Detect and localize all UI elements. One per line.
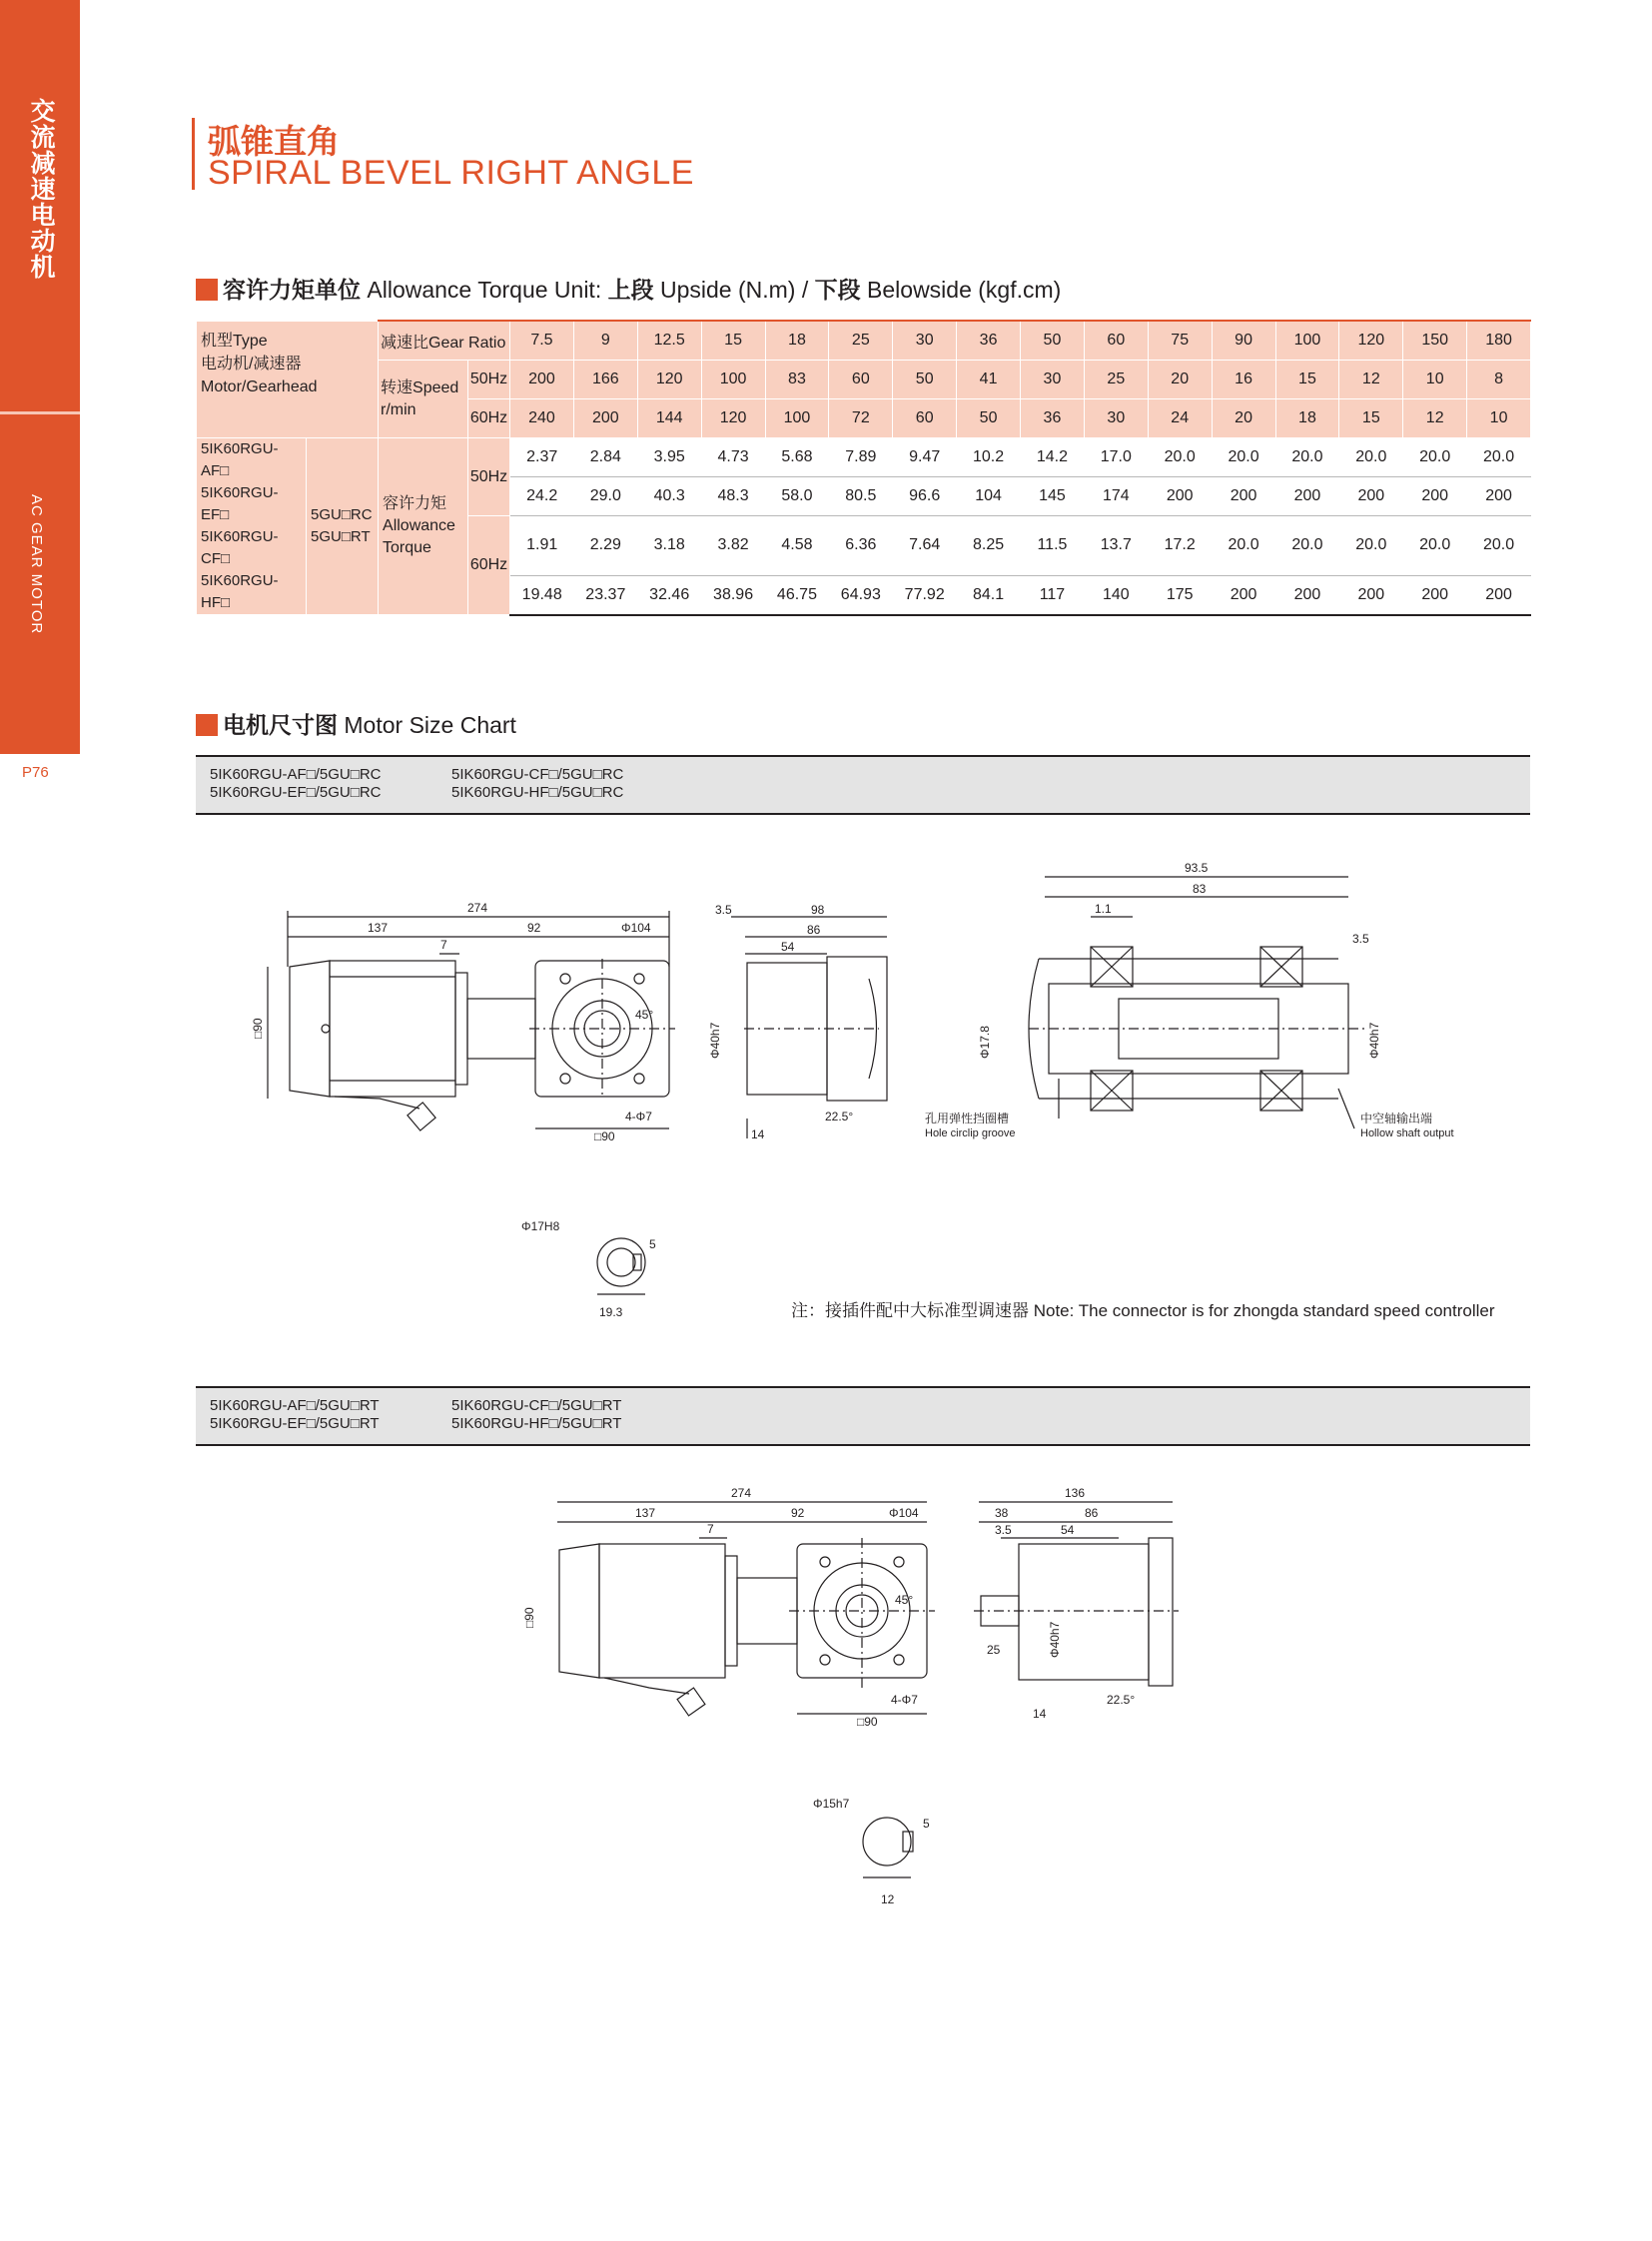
torque-50-kgf-cell: 40.3 xyxy=(637,477,701,516)
dim-sq90-vert: □90 xyxy=(251,1018,265,1039)
torque-60-kgf-cell: 32.46 xyxy=(637,575,701,615)
ratio-cell: 120 xyxy=(1339,321,1403,361)
rc-end-labels xyxy=(708,903,853,1141)
rt-dim-sq90: □90 xyxy=(857,1715,878,1729)
rt-dim-phi104: Φ104 xyxy=(889,1506,919,1520)
speed-unit: r/min xyxy=(381,400,416,418)
speed-50-cell: 16 xyxy=(1212,361,1275,399)
rt-dim-7: 7 xyxy=(707,1522,714,1536)
dim-86: 86 xyxy=(807,923,821,937)
dim-sq90: □90 xyxy=(594,1129,615,1143)
speed-50-cell: 30 xyxy=(1021,361,1085,399)
model-hf: 5IK60RGU-HF□ xyxy=(201,572,279,611)
speed-60-cell: 120 xyxy=(701,399,765,438)
torque-50-nm-cell: 20.0 xyxy=(1339,438,1403,477)
torque-60-nm-cell: 17.2 xyxy=(1148,516,1212,576)
rt-dim-22-5deg: 22.5° xyxy=(1107,1693,1136,1707)
dim-phi40h7: Φ40h7 xyxy=(708,1022,722,1059)
speed-60-cell: 72 xyxy=(829,399,893,438)
rt-side-view xyxy=(557,1502,935,1716)
torque-60-nm-cell: 2.29 xyxy=(573,516,637,576)
size-heading-en: Motor Size Chart xyxy=(344,712,516,738)
hollow-output-cn: 中空轴输出端 xyxy=(1360,1112,1433,1125)
speed-50-cell: 12 xyxy=(1339,361,1403,399)
torque-60-kgf-cell: 175 xyxy=(1148,575,1212,615)
speed-50-cell: 100 xyxy=(701,361,765,399)
rt-dim-sq90-vert: □90 xyxy=(522,1607,536,1628)
torque-60-kgf-cell: 64.93 xyxy=(829,575,893,615)
speed-label: 转速Speed xyxy=(381,378,459,396)
connector-note: 注：接插件配中大标准型调速器 Note: The connector is for zhongda standard speed controller xyxy=(791,1301,1495,1320)
dim-phi104: Φ104 xyxy=(621,921,651,935)
torque-50-kgf-cell: 29.0 xyxy=(573,477,637,516)
torque-50-kgf-cell: 48.3 xyxy=(701,477,765,516)
torque-60-nm-cell: 7.64 xyxy=(893,516,957,576)
rc-model-ef: 5IK60RGU-EF□/5GU□RC xyxy=(210,784,382,801)
rt-dim-14: 14 xyxy=(1033,1707,1047,1721)
torque-50-nm-cell: 20.0 xyxy=(1212,438,1275,477)
dim-98: 98 xyxy=(811,903,825,917)
torque-label-en-1: Allowance xyxy=(383,517,455,534)
torque-60-kgf-cell: 84.1 xyxy=(957,575,1021,615)
torque-50-kgf-cell: 200 xyxy=(1148,477,1212,516)
torque-60-nm-cell: 6.36 xyxy=(829,516,893,576)
speed-50-cell: 8 xyxy=(1467,361,1531,399)
ratio-cell: 36 xyxy=(957,321,1021,361)
hole-circlip-cn: 孔用弹性挡圈槽 xyxy=(925,1112,1010,1125)
torque-50-nm-cell: 2.84 xyxy=(573,438,637,477)
torque-60-nm-cell: 20.0 xyxy=(1403,516,1467,576)
dim-3-5-right: 3.5 xyxy=(1352,932,1369,946)
dim-14: 14 xyxy=(751,1127,765,1141)
rc-bore-detail xyxy=(597,1238,645,1294)
speed-50-cell: 120 xyxy=(637,361,701,399)
hz60-label: 60Hz xyxy=(468,399,510,438)
torque-50-kgf-cell: 96.6 xyxy=(893,477,957,516)
torque-60-kgf-cell: 19.48 xyxy=(510,575,574,615)
rt-dim-5: 5 xyxy=(923,1817,930,1831)
torque-60-kgf-cell: 200 xyxy=(1467,575,1531,615)
speed-50-cell: 25 xyxy=(1084,361,1148,399)
torque-60-nm-cell: 20.0 xyxy=(1212,516,1275,576)
torque-50-nm-cell: 7.89 xyxy=(829,438,893,477)
model-af: 5IK60RGU-AF□ xyxy=(201,440,279,479)
rt-shaft-detail xyxy=(863,1818,913,1877)
torque-60-kgf-cell: 140 xyxy=(1084,575,1148,615)
dim-phi17h8: Φ17H8 xyxy=(521,1219,560,1233)
dim-phi40h7-shaft: Φ40h7 xyxy=(1367,1022,1381,1059)
dim-92: 92 xyxy=(527,921,541,935)
rt-dim-54: 54 xyxy=(1061,1523,1075,1537)
ratio-cell: 15 xyxy=(701,321,765,361)
page-title-cn: 弧锥直角 xyxy=(208,123,340,160)
dim-83: 83 xyxy=(1193,882,1207,896)
rt-model-cf: 5IK60RGU-CF□/5GU□RT xyxy=(451,1397,622,1414)
speed-60-cell: 144 xyxy=(637,399,701,438)
rc-bore-labels xyxy=(521,1219,656,1319)
torque-50-kgf-cell: 200 xyxy=(1212,477,1275,516)
size-heading-cn: 电机尺寸图 xyxy=(223,712,338,738)
speed-60-cell: 100 xyxy=(765,399,829,438)
torque-label-cn: 容许力矩 xyxy=(383,495,447,512)
torque-60-nm-cell: 1.91 xyxy=(510,516,574,576)
torque-50-nm-cell: 20.0 xyxy=(1148,438,1212,477)
ratio-cell: 75 xyxy=(1148,321,1212,361)
rt-dim-25: 25 xyxy=(987,1643,1001,1657)
torque-60-kgf-cell: 200 xyxy=(1403,575,1467,615)
torque-50-kgf-cell: 145 xyxy=(1021,477,1085,516)
speed-50-cell: 15 xyxy=(1275,361,1339,399)
dim-4phi7: 4-Φ7 xyxy=(625,1110,652,1123)
torque-50-nm-cell: 20.0 xyxy=(1467,438,1531,477)
rc-end-view xyxy=(731,917,887,1138)
rt-dim-136: 136 xyxy=(1065,1486,1086,1500)
dim-19-3: 19.3 xyxy=(599,1305,623,1319)
page-number: P76 xyxy=(22,764,49,781)
speed-60-cell: 60 xyxy=(893,399,957,438)
sidebar-category-en: AC GEAR MOTOR xyxy=(28,494,45,635)
torque-heading-lower-cn: 下段 xyxy=(814,277,861,303)
rc-model-cf: 5IK60RGU-CF□/5GU□RC xyxy=(451,766,624,783)
dim-54: 54 xyxy=(781,940,795,954)
speed-50-cell: 200 xyxy=(510,361,574,399)
torque-50-nm-cell: 2.37 xyxy=(510,438,574,477)
torque-50-kgf-cell: 200 xyxy=(1275,477,1339,516)
torque-60-kgf-cell: 77.92 xyxy=(893,575,957,615)
rt-dim-3-5: 3.5 xyxy=(995,1523,1012,1537)
hz50-label: 50Hz xyxy=(468,361,510,399)
speed-50-cell: 50 xyxy=(893,361,957,399)
torque-60-nm-cell: 13.7 xyxy=(1084,516,1148,576)
torque-50-kgf-cell: 58.0 xyxy=(765,477,829,516)
sidebar-category-cn: 交流减速电动机 xyxy=(27,98,55,280)
dim-7: 7 xyxy=(440,938,447,952)
torque-50-kgf-cell: 200 xyxy=(1403,477,1467,516)
ratio-cell: 100 xyxy=(1275,321,1339,361)
dim-274: 274 xyxy=(467,901,488,915)
speed-60-cell: 36 xyxy=(1021,399,1085,438)
torque-50-nm-cell: 10.2 xyxy=(957,438,1021,477)
type-label-en: Motor/Gearhead xyxy=(201,377,318,395)
torque-60-kgf-cell: 200 xyxy=(1212,575,1275,615)
speed-60-cell: 200 xyxy=(573,399,637,438)
rt-dim-4phi7: 4-Φ7 xyxy=(891,1693,918,1707)
speed-50-cell: 166 xyxy=(573,361,637,399)
torque-60-nm-cell: 3.82 xyxy=(701,516,765,576)
dim-phi17-8: Φ17.8 xyxy=(978,1026,992,1059)
rt-dim-38: 38 xyxy=(995,1506,1009,1520)
torque-60-kgf-cell: 200 xyxy=(1275,575,1339,615)
dim-12: 12 xyxy=(881,1892,895,1906)
torque-60-nm-cell: 20.0 xyxy=(1275,516,1339,576)
dim-3-5: 3.5 xyxy=(715,903,732,917)
speed-60-cell: 30 xyxy=(1084,399,1148,438)
torque-50-kgf-cell: 174 xyxy=(1084,477,1148,516)
speed-60-cell: 10 xyxy=(1467,399,1531,438)
hollow-shaft-section xyxy=(1029,877,1368,1128)
dim-22-5deg: 22.5° xyxy=(825,1110,854,1123)
rt-dim-45deg: 45° xyxy=(895,1593,914,1607)
torque-50-nm-cell: 4.73 xyxy=(701,438,765,477)
hole-circlip-en: Hole circlip groove xyxy=(925,1127,1016,1139)
torque-hz60-label: 60Hz xyxy=(468,516,510,615)
dim-5: 5 xyxy=(649,1237,656,1251)
torque-60-nm-cell: 20.0 xyxy=(1467,516,1531,576)
rt-dim-137: 137 xyxy=(635,1506,656,1520)
speed-60-cell: 240 xyxy=(510,399,574,438)
torque-50-kgf-cell: 104 xyxy=(957,477,1021,516)
torque-60-nm-cell: 11.5 xyxy=(1021,516,1085,576)
torque-50-kgf-cell: 80.5 xyxy=(829,477,893,516)
page-title-en: SPIRAL BEVEL RIGHT ANGLE xyxy=(208,154,694,192)
torque-50-nm-cell: 20.0 xyxy=(1403,438,1467,477)
torque-60-kgf-cell: 200 xyxy=(1339,575,1403,615)
ratio-cell: 18 xyxy=(765,321,829,361)
rc-model-af: 5IK60RGU-AF□/5GU□RC xyxy=(210,766,382,783)
torque-hz50-label: 50Hz xyxy=(468,438,510,516)
model-ef: 5IK60RGU-EF□ xyxy=(201,484,279,523)
type-label: 机型Type xyxy=(201,332,268,350)
torque-50-kgf-cell: 200 xyxy=(1339,477,1403,516)
gearhead-rt: 5GU□RT xyxy=(311,528,371,545)
rt-model-hf: 5IK60RGU-HF□/5GU□RT xyxy=(451,1415,622,1432)
rt-dim-86: 86 xyxy=(1085,1506,1099,1520)
ratio-cell: 9 xyxy=(573,321,637,361)
speed-60-cell: 12 xyxy=(1403,399,1467,438)
ratio-cell: 7.5 xyxy=(510,321,574,361)
torque-60-nm-cell: 8.25 xyxy=(957,516,1021,576)
speed-60-cell: 20 xyxy=(1212,399,1275,438)
rc-model-hf: 5IK60RGU-HF□/5GU□RC xyxy=(451,784,624,801)
torque-50-nm-cell: 3.95 xyxy=(637,438,701,477)
torque-50-kgf-cell: 24.2 xyxy=(510,477,574,516)
rt-dim-274: 274 xyxy=(731,1486,752,1500)
speed-50-cell: 20 xyxy=(1148,361,1212,399)
ratio-cell: 50 xyxy=(1021,321,1085,361)
torque-heading-lower-en: Belowside (kgf.cm) xyxy=(867,277,1062,303)
type-label-cn: 电动机/减速器 xyxy=(201,355,302,373)
gearhead-rc: 5GU□RC xyxy=(311,506,373,523)
torque-50-kgf-cell: 200 xyxy=(1467,477,1531,516)
torque-50-nm-cell: 17.0 xyxy=(1084,438,1148,477)
rt-dim-phi40h7: Φ40h7 xyxy=(1048,1621,1062,1658)
torque-50-nm-cell: 9.47 xyxy=(893,438,957,477)
rc-side-view xyxy=(268,911,675,1130)
ratio-cell: 180 xyxy=(1467,321,1531,361)
speed-60-cell: 18 xyxy=(1275,399,1339,438)
torque-50-nm-cell: 5.68 xyxy=(765,438,829,477)
speed-50-cell: 10 xyxy=(1403,361,1467,399)
ratio-header: 减速比Gear Ratio xyxy=(379,321,510,361)
torque-60-nm-cell: 20.0 xyxy=(1339,516,1403,576)
torque-heading-upper-cn: 上段 xyxy=(607,277,654,303)
ratio-cell: 30 xyxy=(893,321,957,361)
torque-60-kgf-cell: 38.96 xyxy=(701,575,765,615)
rt-model-af: 5IK60RGU-AF□/5GU□RT xyxy=(210,1397,380,1414)
speed-60-cell: 15 xyxy=(1339,399,1403,438)
model-cf: 5IK60RGU-CF□ xyxy=(201,528,279,567)
dim-1-1: 1.1 xyxy=(1095,902,1112,916)
speed-50-cell: 60 xyxy=(829,361,893,399)
ratio-cell: 25 xyxy=(829,321,893,361)
torque-heading-en: Allowance Torque Unit: xyxy=(367,277,602,303)
torque-50-nm-cell: 14.2 xyxy=(1021,438,1085,477)
dim-137: 137 xyxy=(368,921,389,935)
rt-model-ef: 5IK60RGU-EF□/5GU□RT xyxy=(210,1415,380,1432)
ratio-cell: 12.5 xyxy=(637,321,701,361)
torque-heading-cn: 容许力矩单位 xyxy=(223,277,361,303)
dim-phi15h7: Φ15h7 xyxy=(813,1797,850,1811)
torque-50-nm-cell: 20.0 xyxy=(1275,438,1339,477)
torque-label-en-2: Torque xyxy=(383,539,431,556)
torque-60-kgf-cell: 117 xyxy=(1021,575,1085,615)
ratio-cell: 60 xyxy=(1084,321,1148,361)
hollow-output-en: Hollow shaft output xyxy=(1360,1127,1454,1139)
torque-heading-upper-en: Upside (N.m) / xyxy=(660,277,809,303)
dim-93-5: 93.5 xyxy=(1185,861,1209,875)
torque-60-nm-cell: 4.58 xyxy=(765,516,829,576)
hollow-shaft-labels xyxy=(925,861,1454,1139)
speed-50-cell: 83 xyxy=(765,361,829,399)
rt-dim-92: 92 xyxy=(791,1506,805,1520)
dim-45deg: 45° xyxy=(635,1008,654,1022)
torque-60-nm-cell: 3.18 xyxy=(637,516,701,576)
ratio-cell: 90 xyxy=(1212,321,1275,361)
speed-60-cell: 50 xyxy=(957,399,1021,438)
rt-end-labels xyxy=(987,1486,1135,1721)
speed-60-cell: 24 xyxy=(1148,399,1212,438)
torque-60-kgf-cell: 46.75 xyxy=(765,575,829,615)
ratio-cell: 150 xyxy=(1403,321,1467,361)
speed-50-cell: 41 xyxy=(957,361,1021,399)
torque-60-kgf-cell: 23.37 xyxy=(573,575,637,615)
